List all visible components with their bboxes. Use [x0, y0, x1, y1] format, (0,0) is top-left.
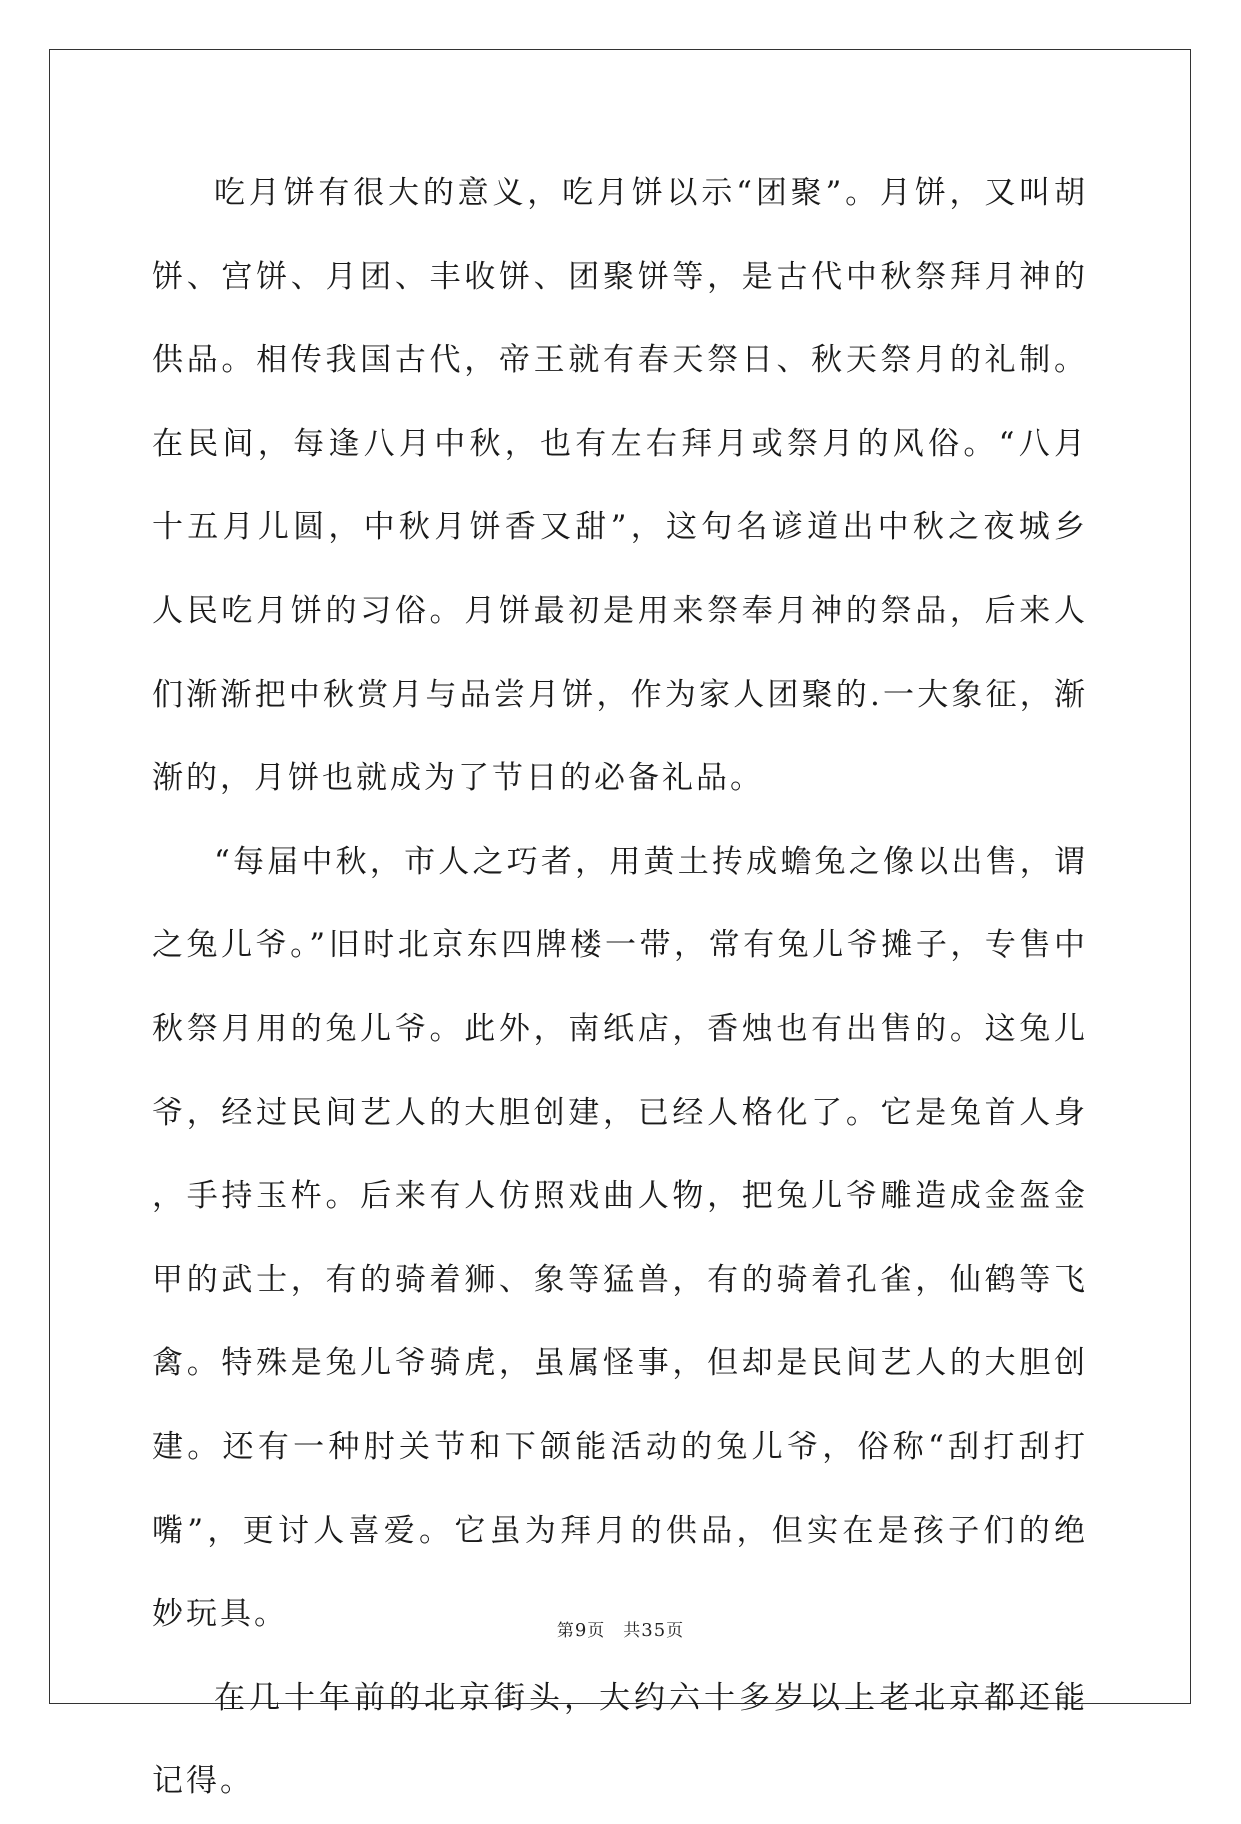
- total-prefix: 共: [623, 1621, 642, 1641]
- total-pages: 35: [641, 1620, 667, 1641]
- page-footer: [0, 1616, 1241, 1641]
- paragraph-mooncake-meaning: 吃月饼有很大的意义，吃月饼以示“团聚”。月饼，又叫胡饼、宫饼、月团、丰收饼、团聚饼等，是古代中秋祭拜月神的供品。相传我国古代，帝王就有春天祭日、秋天祭月的礼制。在民间，每逢八月中秋，也有左右拜月或祭月的风俗。“八月十五月儿圆，中秋月饼香又甜”，这句名谚道出中秋之夜城乡人民吃月饼的习俗。月饼最初是用来祭奉月神的祭品，后来人们渐渐把中秋赏月与品尝月饼，作为家人团聚的.一大象征，渐渐的，月饼也就成为了节日的必备礼品。: [152, 175, 1088, 797]
- document-body: [152, 152, 1088, 1824]
- total-suffix: 页: [666, 1621, 685, 1641]
- paragraph-rabbit-lord: “每届中秋，市人之巧者，用黄土抟成蟾兔之像以出售，谓之兔儿爷。”旧时北京东四牌楼一带，常有兔儿爷摊子，专售中秋祭月用的兔儿爷。此外，南纸店，香烛也有出售的。这兔儿爷，经过民间艺人的大胆创建，已经人格化了。它是兔首人身，手持玉杵。后来有人仿照戏曲人物，把兔儿爷雕造成金盔金甲的武士，有的骑着狮、象等猛兽，有的骑着孔雀，仙鹤等飞禽。特殊是兔儿爷骑虎，虽属怪事，但却是民间艺人的大胆创建。还有一种肘关节和下颌能活动的兔儿爷，俗称“刮打刮打嘴”，更讨人喜爱。它虽为拜月的供品，但实在是孩子们的绝妙玩具。: [152, 843, 1088, 1633]
- page-number: 9: [574, 1620, 588, 1641]
- paragraph-beijing-streets: 在几十年前的北京街头，大约六十多岁以上老北京都还能记得。: [152, 1679, 1088, 1800]
- page-suffix: 页: [587, 1621, 606, 1641]
- page-prefix: 第: [556, 1621, 575, 1641]
